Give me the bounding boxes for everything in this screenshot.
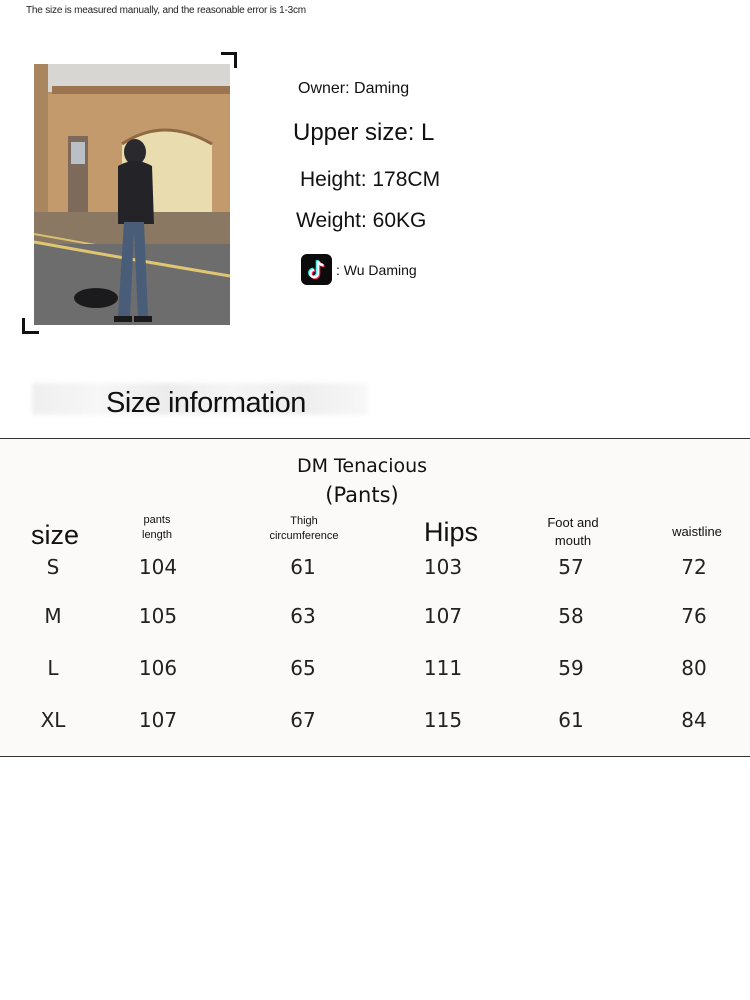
header-thigh-line2: circumference <box>269 529 339 542</box>
tiktok-username: : Wu Daming <box>336 262 417 278</box>
header-foot-mouth-line2: mouth <box>554 532 592 548</box>
cell-waistline: 80 <box>681 656 707 680</box>
header-size: size <box>31 520 80 550</box>
header-foot-mouth <box>538 514 608 549</box>
header-pants-length-line1: pants <box>143 514 171 526</box>
cell-pants-length: 106 <box>138 656 178 680</box>
cell-thigh: 63 <box>290 604 316 628</box>
cell-foot-mouth: 58 <box>558 604 584 628</box>
table-title: DM Tenacious <box>296 455 428 477</box>
photo-corner-top-right <box>221 52 237 68</box>
cell-size: L <box>47 656 59 680</box>
cell-size: XL <box>40 708 66 732</box>
header-hips: Hips <box>424 517 479 547</box>
header-thigh-line1: Thigh <box>290 515 318 527</box>
table-subtitle: (Pants) <box>325 483 399 507</box>
cell-pants-length: 104 <box>138 555 178 579</box>
measurement-note: The size is measured manually, and the reasonable error is 1-3cm <box>26 5 306 16</box>
cell-pants-length: 107 <box>138 708 178 732</box>
cell-size: M <box>44 604 62 628</box>
owner-label: Owner: Daming <box>298 80 410 97</box>
upper-size-label: Upper size: L <box>293 119 435 146</box>
weight-label: Weight: 60KG <box>296 209 427 232</box>
cell-thigh: 61 <box>290 555 316 579</box>
cell-waistline: 76 <box>681 604 707 628</box>
header-pants-length-line2: length <box>142 528 172 541</box>
model-photo <box>34 64 230 325</box>
cell-hips: 103 <box>423 555 463 579</box>
height-label: Height: 178CM <box>300 168 441 191</box>
cell-hips: 107 <box>423 604 463 628</box>
cell-waistline: 72 <box>681 555 707 579</box>
cell-hips: 115 <box>423 708 463 732</box>
photo-corner-bottom-left <box>22 318 39 334</box>
header-waistline: waistline <box>672 524 722 539</box>
cell-size: S <box>46 555 60 579</box>
cell-foot-mouth: 61 <box>558 708 584 732</box>
section-title: Size information <box>106 387 306 419</box>
cell-hips: 111 <box>423 656 463 680</box>
size-table <box>0 438 750 757</box>
header-thigh <box>259 514 349 544</box>
tiktok-icon <box>301 254 332 285</box>
cell-foot-mouth: 57 <box>558 555 584 579</box>
cell-waistline: 84 <box>681 708 707 732</box>
cell-foot-mouth: 59 <box>558 656 584 680</box>
cell-pants-length: 105 <box>138 604 178 628</box>
cell-thigh: 67 <box>290 708 316 732</box>
header-foot-mouth-line1: Foot and <box>547 515 599 530</box>
cell-thigh: 65 <box>290 656 316 680</box>
header-pants-length <box>122 513 192 543</box>
